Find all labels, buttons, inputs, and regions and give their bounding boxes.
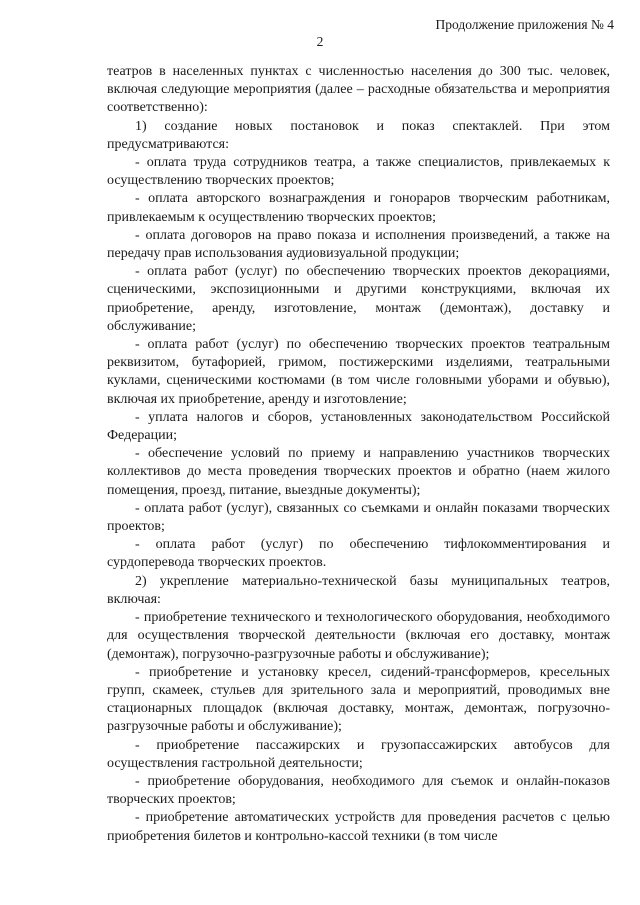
list-item: - обеспечение условий по приему и направлению участников творческих коллективов до места проведения творческих проектов и обратно (наем жилого помещения, проезд, питание, выездные документы); [107,446,610,498]
list-item: - приобретение и установку кресел, сидений-трансформеров, кресельных групп, скамеек, стульев для зрительного зала и мероприятий, проводимых вне стационарных площадок (включая доставку, монтаж, демонтаж, погрузочно-разгрузочные работы и обслуживание); [107,664,610,735]
list-item: - оплата авторского вознаграждения и гонораров творческим работникам, привлекаемым к осуществлению творческих проектов; [107,191,610,225]
appendix-continuation-note: Продолжение приложения № 4 [435,17,614,32]
list-item: - оплата работ (услуг) по обеспечению тифлокомментирования и сурдоперевода творческих проектов. [107,537,610,571]
list-item: - приобретение автоматических устройств для проведения расчетов с целью приобретения билетов и контрольно-кассой техники (в том числе [107,810,610,844]
page-number: 2 [316,34,324,49]
list-item: - приобретение пассажирских и грузопассажирских автобусов для осуществления гастрольной деятельности; [107,737,610,771]
list-item: - приобретение технического и технологического оборудования, необходимого для осуществления творческой деятельности (включая его доставку, монтаж (демонтаж), погрузочно-разгрузочные работы и обслуживание); [107,610,610,662]
paragraph-intro: театров в населенных пунктах с численностью населения до 300 тыс. человек, включая следующие мероприятия (далее – расходные обязательства и мероприятия соответственно): [107,64,610,116]
list-item: - оплата работ (услуг) по обеспечению творческих проектов декорациями, сценическими, экспозиционными и другими конструкциями, включая их приобретение, аренду, изготовление, монтаж (демонтаж), доставку и обслуживание; [107,264,610,334]
list-item: - уплата налогов и сборов, установленных законодательством Российской Федерации; [107,409,610,444]
list-item: - оплата работ (услуг), связанных со съемками и онлайн показами творческих проектов; [107,500,610,535]
list-item: - приобретение оборудования, необходимого для съемок и онлайн-показов творческих проектов; [107,773,610,808]
paragraph-item-1: 1) создание новых постановок и показ спектаклей. При этом предусматриваются: [107,118,610,152]
document-body [107,63,610,846]
list-item: - оплата труда сотрудников театра, а также специалистов, привлекаемых к осуществлению творческих проектов; [107,155,610,189]
list-item: - оплата работ (услуг) по обеспечению творческих проектов театральным реквизитом, бутафорией, гримом, постижерскими изделиями, театральными куклами, сценическими костюмами (в том числе головными уборами и обувью), включая их приобретение, аренду и изготовление; [107,337,610,407]
list-item: - оплата договоров на право показа и исполнения произведений, а также на передачу прав использования аудиовизуальной продукции; [107,227,610,262]
paragraph-item-2: 2) укрепление материально-технической базы муниципальных театров, включая: [107,573,610,607]
